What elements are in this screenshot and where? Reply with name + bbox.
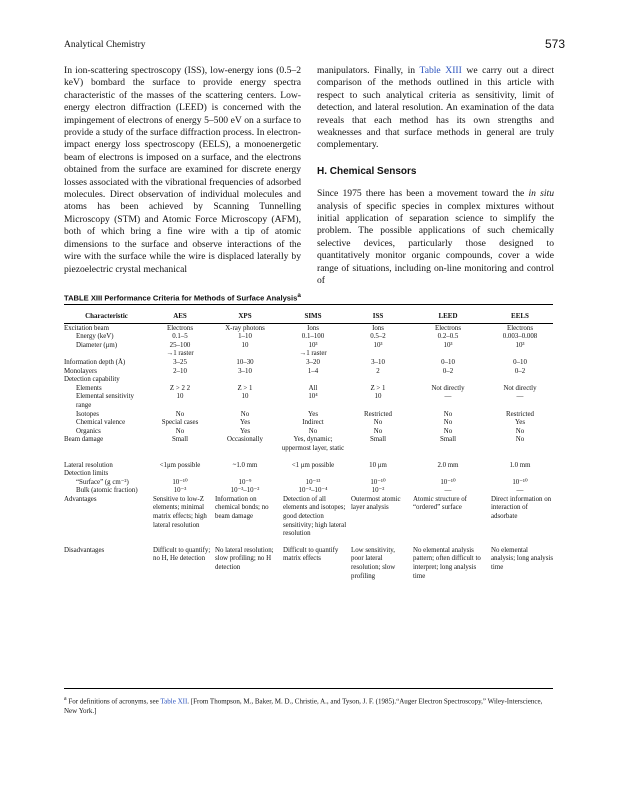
table-row [64,411,553,420]
column-header: EELS [511,312,529,320]
table-cell: Small [369,436,387,444]
table-cell [409,350,487,359]
table-cell: No [373,427,383,435]
table-cell: Yes [307,410,319,418]
table-cell [487,470,553,479]
table-cell: — [516,393,524,401]
row-label: Monolayers [64,367,97,375]
table-cell: Low sensitivity, poor lateral resolution; slow profiling [351,546,396,580]
table-cell: Electrons [166,324,194,332]
text-run: For definitions of acronyms, see [66,697,161,706]
table-cell [347,376,409,385]
table-cell [347,350,409,359]
text-run: . [From Thompson, M., Baker, M. D., Christie, A., and Tyson, J. F. (1985).“Auger Electron Spectroscopy,” Wiley-Interscience, New York.] [64,697,543,716]
table-xii-link[interactable]: Table XII [160,697,188,706]
table-cell: Ions [307,324,319,332]
page-number: 573 [544,37,565,51]
table-cell: 3–10 [238,367,252,375]
table-cell: 3–10 [371,358,385,366]
table-cell: 10⁻¹⁰ [512,478,528,486]
table-cell: Direct information on interaction of adsorbate [491,495,552,521]
table-cell: 10³ [308,341,318,349]
table-cell: No elemental analysis pattern; often difficult to interpret; long analysis time [413,546,481,580]
table-title: TABLE XIII Performance Criteria for Methods of Surface Analysis$^a$ [64,292,301,303]
table-cell: Z > 1 [237,384,253,392]
journal-title: Analytical Chemistry [64,40,146,50]
table-cell: 2 [376,367,380,375]
table-cell: Yes [514,419,526,427]
table-cell: Indirect [302,419,324,427]
right-column [317,65,554,288]
table-row [64,376,553,385]
table-row [64,342,553,351]
table-cell [487,350,553,359]
table-row [64,333,553,342]
table-cell: Small [439,436,457,444]
table-cell: Detection of all elements and isotopes; good detection sensitivity; high lateral resolution [283,495,347,538]
table-cell: 10 μm [369,461,387,469]
table-cell: Occasionally [227,436,263,444]
table-cell: 3–20 [306,358,320,366]
body-paragraph: In ion-scattering spectroscopy (ISS), low-energy ions (0.5–2 keV) bombard the surface to provide energy spectra characteristic of the masses of the scattering centers. Low-energy electron diffraction (LEED) is concerned with the impingement of electrons of energy 5–500 eV on a surface to provide a study of the surface diffraction process. In electron-impact energy loss spectroscopy (EELS), a monoenergetic beam of electrons is imposed on a surface, and the electrons obtained from the surface are examined for discrete energy losses associated with the vibrational frequencies of adsorbed molecules. Direct observation of individual molecules and atoms has been achieved by Scanning Tunnelling Microscopy (STM) and Atomic Force Microscopy (AFM), both of which bring a fine wire with a tip of atomic dimensions to the surface and observe interactions of the wire with the surface while the wire is displaced laterally by piezoelectric crystal mechanical [64,65,301,275]
table-cell: Not directly [503,384,537,392]
column-header: SIMS [304,312,322,320]
table-cell: 0.2–0.5 [437,333,459,341]
table-cell: 0.1–100 [301,333,325,341]
table-cell: 10⁴ [308,393,318,401]
table-cell [279,376,347,385]
table-cell: 0–2 [442,367,454,375]
row-label: Isotopes [76,410,99,418]
footnote-mark: a [64,696,67,702]
table-cell: 10–30 [236,358,254,366]
row-label: Information depth (Å) [64,358,126,366]
table-cell: 10 [374,393,382,401]
row-label: Excitation beam [64,324,109,332]
table-cell [211,376,279,385]
column-header: XPS [238,312,252,320]
table-cell: No [308,427,318,435]
table-cell: Yes, dynamic; uppermost layer, static [281,436,345,452]
table-cell: No [240,410,250,418]
section-heading: H. Chemical Sensors [317,165,417,177]
column-header: AES [173,312,187,320]
table-xiii-link[interactable]: Table XIII [419,65,462,76]
table-cell: <1μm possible [159,461,201,469]
column-header: Characteristic [85,312,128,320]
table-cell: Ions [372,324,384,332]
table-cell: No [443,419,453,427]
text-run: manipulators. Finally, in [317,65,420,76]
row-label: Energy (keV) [76,333,114,341]
table-cell [487,376,553,385]
table-cell: Z > 1 [370,384,386,392]
row-label: Detection capability [64,376,120,384]
table-cell [211,470,279,479]
table-cell: 0–10 [513,358,527,366]
table-bottom-rule [64,688,553,689]
row-label: Chemical valence [76,419,126,427]
table-cell: Yes [239,427,251,435]
table-cell: 2.0 mm [437,461,459,469]
table-cell: →1 raster [166,350,194,358]
text-run-italic: in situ [528,188,554,200]
row-label: Bulk (atomic fraction) [76,487,138,495]
table-row [64,325,553,334]
table-cell: 10⁻³–10⁻² [230,487,260,495]
table-cell: Not directly [431,384,465,392]
text-run: analysis of specific species in complex mixtures without initial application of separation science to simplify the problem. The possible applications of such chemically selective devices, particularly those designed to quantitatively monitor organic compounds, cover a wide range of situations, including on-line monitoring and control of [317,200,554,287]
table-row [64,470,553,479]
table-cell: 10⁻² [371,487,385,495]
table-row [64,393,553,410]
table-cell: 0–10 [441,358,455,366]
footnote-mark: a [297,292,301,299]
table-cell: Sensitive to low-Z elements; minimal matrix effects; high lateral resolution [153,495,207,529]
table-cell: →1 raster [299,350,327,358]
table-cell: No [373,419,383,427]
table-cell: 10 [241,393,249,401]
table-header-row [64,312,553,325]
table-cell: <1 μm possible [291,461,335,469]
table-cell: No [515,436,525,444]
table-cell: 10⁻⁹ [238,478,252,486]
table-cell: 10 [176,393,184,401]
performance-table [64,312,553,581]
table-cell: Electrons [506,324,534,332]
table-cell [211,350,279,359]
table-cell [279,470,347,479]
table-cell [347,470,409,479]
table-cell: 2–10 [173,367,187,375]
table-cell [149,470,211,479]
table-cell: Yes [239,419,251,427]
table-cell: No [443,410,453,418]
table-cell: 10⁻³–10⁻⁴ [298,487,328,495]
table-cell: — [516,487,524,495]
table-footnote [64,694,554,716]
table-cell: Small [171,436,189,444]
table-cell: 10³ [443,341,453,349]
table-row [64,479,553,488]
row-label: Beam damage [64,436,104,444]
table-row [64,385,553,394]
row-label: Organics [76,427,101,435]
row-label: Detection limits [64,470,109,478]
row-label: Lateral resolution [64,461,113,469]
table-cell: X-ray photons [225,324,265,332]
table-row [64,436,553,453]
table-cell: Restricted [506,410,534,418]
left-column [64,65,301,276]
body-paragraph [317,65,554,152]
table-cell: Atomic structure of “ordered” surface [413,495,467,512]
table-row [64,359,553,368]
table-cell: 10⁻¹³ [305,478,321,486]
table-cell: 0.5–2 [370,333,386,341]
table-row [64,350,553,359]
table-cell [409,470,487,479]
table-cell: 25–100 [169,341,191,349]
table-cell: 10⁻¹⁰ [370,478,386,486]
table-cell: All [308,384,318,392]
row-label: Elements [76,384,102,392]
table-cell: Restricted [364,410,392,418]
table-cell: Electrons [434,324,462,332]
table-cell: No [515,427,525,435]
table-cell: 1.0 mm [509,461,531,469]
table-row [64,487,553,496]
body-paragraph [317,188,554,287]
row-label: “Surface” (g cm⁻²) [76,478,129,486]
row-label: Disadvantages [64,546,105,554]
table-cell: 0.1–5 [172,333,188,341]
table-cell: 3–25 [173,358,187,366]
table-row [64,368,553,377]
table-cell: 10⁻¹⁰ [440,478,456,486]
table-cell: Outermost atomic layer analysis [351,495,401,512]
table-cell: No lateral resolution; slow profiling; no H detection [215,546,274,572]
table-cell: — [444,393,452,401]
table-cell: Difficult to quantify matrix effects [283,546,339,563]
text-run: Since 1975 there has been a movement toward the [317,188,529,200]
table-cell: 1–10 [238,333,252,341]
table-row [64,496,553,539]
table-cell: No elemental analysis; long analysis time [491,546,554,572]
table-cell: 10 [241,341,249,349]
row-label: Advantages [64,495,97,503]
table-cell: No [175,427,185,435]
table-cell: — [444,487,452,495]
text-run: we carry out a direct comparison of the methods outlined in this article with respect to such analytical criteria as sensitivity, limit of detection, and lateral resolution. An examination of the data reveals that each method has its own strengths and weaknesses and that surface methods in general are truly complementary. [317,65,554,151]
table-cell: 0.003–0.008 [502,333,538,341]
table-row [64,539,553,581]
table-cell: No [443,427,453,435]
table-cell: 10³ [373,341,383,349]
table-top-rule [64,304,553,305]
table-cell: 0–2 [514,367,526,375]
row-label: Elemental sensitivity range [76,393,134,409]
column-header: LEED [438,312,458,320]
column-header: ISS [372,312,384,320]
table-cell: 10³ [515,341,525,349]
table-cell: Special cases [161,419,199,427]
table-cell: 1–4 [307,367,319,375]
table-cell: ~1.0 mm [232,461,258,469]
table-cell: No [175,410,185,418]
table-row [64,419,553,428]
table-cell: 10⁻³ [173,487,187,495]
table-cell: 10⁻¹⁰ [172,478,188,486]
table-cell [149,376,211,385]
table-cell: Z > 2 2 [169,384,191,392]
table-cell: Information on chemical bonds; no beam damage [215,495,269,521]
row-label: Diameter (μm) [76,341,118,349]
row-label [64,350,149,359]
table-row [64,428,553,437]
table-row [64,454,553,471]
table-cell [409,376,487,385]
table-cell: Difficult to quantify; no H, He detection [153,546,211,563]
